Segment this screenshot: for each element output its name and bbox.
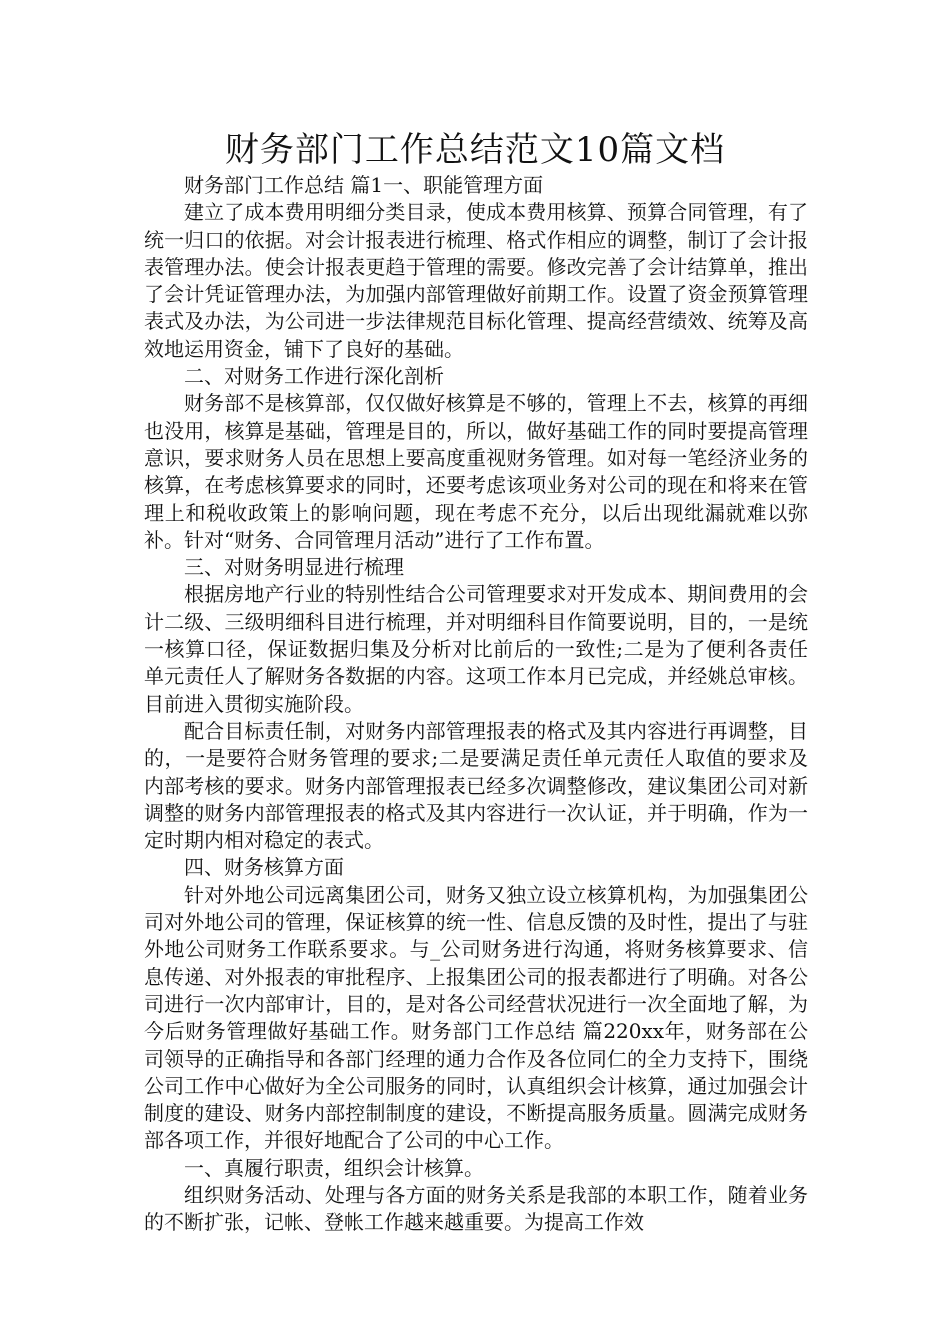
paragraph-section-1-heading: 财务部门工作总结 篇1一、职能管理方面 xyxy=(184,173,544,197)
section-heading: 三、对财务明显进行梳理 xyxy=(184,555,404,580)
paragraph: 针对外地公司远离集团公司，财务又独立设立核算机构，为加强集团公司对外地公司的管理，保证核算的统一性、信息反馈的及时性，提出了与驻外地公司财务工作联系要求。与_公司财务进行沟通，将财务核算要求、信息传递、对外报表的审批程序、上报集团公司的报表都进行了明确。对各公司进行一次内部审计，目的，是对各公司经营状况进行一次全面地了解，为今后财务管理做好基础工作。财务部门工作总结 篇220xx年，财务部在公司领导的正确指导和各部门经理的通力合作及各位同仁的全力支持下，围绕公司工作中心做好为全公司服务的同时，认真组织会计核算，通过加强会计制度的建设、财务内部控制制度的建设，不断提高服务质量。圆满完成财务部各项工作，并很好地配合了公司的中心工作。 xyxy=(144,882,808,1153)
section-heading: 四、财务核算方面 xyxy=(184,855,344,880)
paragraph: 配合目标责任制，对财务内部管理报表的格式及其内容进行再调整，目的，一是要符合财务管理的要求;二是要满足责任单元责任人取值的要求及内部考核的要求。财务内部管理报表已经多次调整修改，建议集团公司对新调整的财务内部管理报表的格式及其内容进行一次认证，并于明确，作为一定时期内相对稳定的表式。 xyxy=(144,718,808,853)
section-heading: 一、真履行职责，组织会计核算。 xyxy=(184,1155,484,1180)
paragraph: 根据房地产行业的特别性结合公司管理要求对开发成本、期间费用的会计二级、三级明细科目进行梳理，并对明细科目作简要说明，目的，一是统一核算口径，保证数据归集及分析对比前后的一致性;二是为了便利各责任单元责任人了解财务各数据的内容。这项工作本月已完成，并经姚总审核。目前进入贯彻实施阶段。 xyxy=(144,582,808,716)
paragraph: 组织财务活动、处理与各方面的财务关系是我部的本职工作，随着业务的不断扩张，记帐、登帐工作越来越重要。为提高工作效 xyxy=(144,1182,808,1235)
paragraph: 财务部不是核算部，仅仅做好核算是不够的，管理上不去，核算的再细也没用，核算是基础，管理是目的，所以，做好基础工作的同时要提高管理意识，要求财务人员在思想上要高度重视财务管理。如对每一笔经济业务的核算，在考虑核算要求的同时，还要考虑该项业务对公司的现在和将来在管理上和税收政策上的影响问题，现在考虑不充分，以后出现纰漏就难以弥补。针对“财务、合同管理月活动”进行了工作布置。 xyxy=(144,391,808,552)
document-body xyxy=(144,172,808,1237)
section-heading: 二、对财务工作进行深化剖析 xyxy=(184,364,444,389)
document-title: 财务部门工作总结范文10篇文档 xyxy=(224,130,726,170)
paragraph: 建立了成本费用明细分类目录，使成本费用核算、预算合同管理，有了统一归口的依据。对会计报表进行梳理、格式作相应的调整，制订了会计报表管理办法。使会计报表更趋于管理的需要。修改完善了会计结算单，推出了会计凭证管理办法，为加强内部管理做好前期工作。设置了资金预算管理表式及办法，为公司进一步法律规范目标化管理、提高经营绩效、统筹及高效地运用资金，铺下了良好的基础。 xyxy=(144,200,808,361)
